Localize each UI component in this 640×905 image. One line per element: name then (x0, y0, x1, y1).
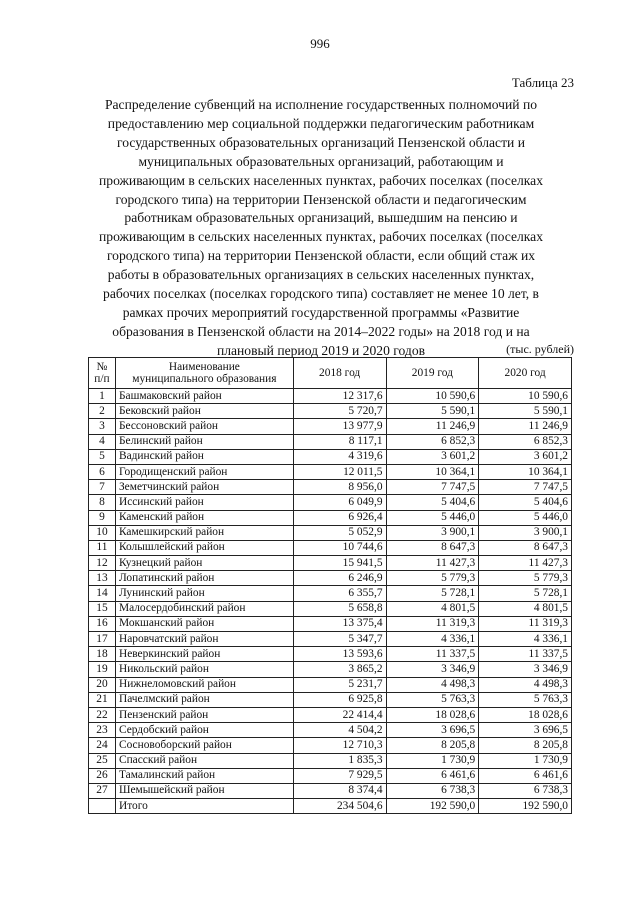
cell-2020: 7 747,5 (479, 480, 572, 495)
table-row (89, 723, 572, 738)
cell-2018: 22 414,4 (293, 707, 386, 722)
cell-num: 8 (89, 495, 116, 510)
cell-district-name: Неверкинский район (115, 647, 293, 662)
table-row (89, 480, 572, 495)
table-total-row (89, 799, 572, 814)
cell-2020: 192 590,0 (479, 799, 572, 814)
table-row (89, 571, 572, 586)
table-row (89, 389, 572, 404)
cell-district-name: Итого (115, 799, 293, 814)
table-row (89, 464, 572, 479)
cell-num: 19 (89, 662, 116, 677)
cell-district-name: Шемышейский район (115, 783, 293, 798)
cell-district-name: Мокшанский район (115, 616, 293, 631)
cell-district-name: Кузнецкий район (115, 556, 293, 571)
cell-2018: 5 052,9 (293, 525, 386, 540)
cell-2020: 5 446,0 (479, 510, 572, 525)
table-label: Таблица 23 (511, 75, 574, 90)
cell-2018: 1 835,3 (293, 753, 386, 768)
cell-2018: 5 720,7 (293, 404, 386, 419)
cell-district-name: Сосновоборский район (115, 738, 293, 753)
cell-num: 25 (89, 753, 116, 768)
table-row (89, 616, 572, 631)
table-row (89, 647, 572, 662)
title-line: городского типа) на территории Пензенской области, если общий стаж их (106, 248, 536, 264)
cell-2019: 5 446,0 (386, 510, 479, 525)
cell-num: 20 (89, 677, 116, 692)
header-2019: 2019 год (386, 358, 479, 389)
table-row (89, 692, 572, 707)
cell-2019: 8 205,8 (386, 738, 479, 753)
cell-2018: 12 317,6 (293, 389, 386, 404)
cell-2020: 5 763,3 (479, 692, 572, 707)
cell-num (89, 799, 116, 814)
cell-num: 2 (89, 404, 116, 419)
cell-district-name: Камешкирский район (115, 525, 293, 540)
cell-2020: 3 900,1 (479, 525, 572, 540)
cell-2020: 11 246,9 (479, 419, 572, 434)
cell-2020: 5 779,3 (479, 571, 572, 586)
cell-2019: 3 696,5 (386, 723, 479, 738)
cell-2020: 3 696,5 (479, 723, 572, 738)
cell-district-name: Вадинский район (115, 449, 293, 464)
cell-2020: 3 346,9 (479, 662, 572, 677)
cell-2019: 6 461,6 (386, 768, 479, 783)
cell-num: 16 (89, 616, 116, 631)
table-row (89, 586, 572, 601)
title-line: работы в образовательных организациях в сельских населенных пунктах, (107, 267, 535, 283)
cell-num: 26 (89, 768, 116, 783)
cell-2019: 10 364,1 (386, 464, 479, 479)
cell-2019: 10 590,6 (386, 389, 479, 404)
header-2020: 2020 год (479, 358, 572, 389)
cell-district-name: Сердобский район (115, 723, 293, 738)
cell-2018: 6 049,9 (293, 495, 386, 510)
cell-2018: 8 117,1 (293, 434, 386, 449)
cell-num: 13 (89, 571, 116, 586)
cell-num: 11 (89, 540, 116, 555)
cell-district-name: Городищенский район (115, 464, 293, 479)
cell-district-name: Башмаковский район (115, 389, 293, 404)
title-line: проживающим в сельских населенных пунктах, рабочих поселках (поселках (99, 229, 543, 245)
cell-2019: 11 427,3 (386, 556, 479, 571)
cell-2019: 192 590,0 (386, 799, 479, 814)
cell-2018: 6 246,9 (293, 571, 386, 586)
header-num: № п/п (89, 358, 116, 389)
cell-2018: 13 593,6 (293, 647, 386, 662)
cell-2018: 234 504,6 (293, 799, 386, 814)
cell-2018: 4 319,6 (293, 449, 386, 464)
cell-2018: 5 658,8 (293, 601, 386, 616)
cell-num: 12 (89, 556, 116, 571)
table-row (89, 540, 572, 555)
cell-district-name: Спасский район (115, 753, 293, 768)
cell-num: 1 (89, 389, 116, 404)
cell-2019: 5 763,3 (386, 692, 479, 707)
cell-2018: 8 956,0 (293, 480, 386, 495)
cell-district-name: Бековский район (115, 404, 293, 419)
table-row (89, 434, 572, 449)
title-line: городского типа) на территории Пензенской области и педагогическим (115, 191, 527, 207)
cell-district-name: Лопатинский район (115, 571, 293, 586)
cell-2018: 8 374,4 (293, 783, 386, 798)
cell-2018: 13 977,9 (293, 419, 386, 434)
cell-2019: 11 319,3 (386, 616, 479, 631)
cell-2020: 11 427,3 (479, 556, 572, 571)
cell-2020: 6 461,6 (479, 768, 572, 783)
table-row (89, 632, 572, 647)
cell-2018: 4 504,2 (293, 723, 386, 738)
table-row (89, 495, 572, 510)
table-row (89, 601, 572, 616)
table-row (89, 510, 572, 525)
cell-district-name: Колышлейский район (115, 540, 293, 555)
title-line: предоставлению мер социальной поддержки педагогическим работникам (107, 115, 535, 131)
cell-2020: 1 730,9 (479, 753, 572, 768)
cell-num: 23 (89, 723, 116, 738)
cell-2020: 5 404,6 (479, 495, 572, 510)
cell-district-name: Белинский район (115, 434, 293, 449)
cell-2018: 15 941,5 (293, 556, 386, 571)
table-row (89, 753, 572, 768)
cell-2020: 6 738,3 (479, 783, 572, 798)
cell-2020: 5 728,1 (479, 586, 572, 601)
cell-num: 4 (89, 434, 116, 449)
cell-district-name: Иссинский район (115, 495, 293, 510)
cell-num: 7 (89, 480, 116, 495)
cell-2019: 6 852,3 (386, 434, 479, 449)
cell-num: 22 (89, 707, 116, 722)
cell-2018: 6 925,8 (293, 692, 386, 707)
cell-num: 6 (89, 464, 116, 479)
cell-num: 24 (89, 738, 116, 753)
title-line: рабочих поселках (поселках городского типа) составляет не менее 10 лет, в (103, 286, 539, 302)
table-row (89, 677, 572, 692)
cell-2018: 7 929,5 (293, 768, 386, 783)
title-line: работникам образовательных организаций, вышедшим на пенсию и (124, 210, 518, 226)
cell-2020: 8 647,3 (479, 540, 572, 555)
cell-2018: 5 231,7 (293, 677, 386, 692)
cell-2020: 3 601,2 (479, 449, 572, 464)
cell-2018: 12 710,3 (293, 738, 386, 753)
title-line: муниципальных образовательных организаций, работающим и (138, 153, 504, 169)
cell-num: 21 (89, 692, 116, 707)
cell-district-name: Каменский район (115, 510, 293, 525)
cell-district-name: Пачелмский район (115, 692, 293, 707)
table-row (89, 449, 572, 464)
subventions-table (88, 357, 572, 814)
cell-district-name: Нижнеломовский район (115, 677, 293, 692)
cell-2020: 10 364,1 (479, 464, 572, 479)
cell-2019: 1 730,9 (386, 753, 479, 768)
table-row (89, 404, 572, 419)
title-line: рамках прочих мероприятий государственной программы «Развитие (122, 304, 520, 320)
cell-2019: 7 747,5 (386, 480, 479, 495)
cell-2019: 5 728,1 (386, 586, 479, 601)
cell-2018: 13 375,4 (293, 616, 386, 631)
table-row (89, 419, 572, 434)
cell-district-name: Бессоновский район (115, 419, 293, 434)
table-row (89, 783, 572, 798)
cell-2018: 6 926,4 (293, 510, 386, 525)
cell-num: 5 (89, 449, 116, 464)
title-line: проживающим в сельских населенных пунктах, рабочих поселках (поселках (99, 172, 543, 188)
cell-2018: 12 011,5 (293, 464, 386, 479)
cell-2019: 4 336,1 (386, 632, 479, 647)
cell-2020: 4 801,5 (479, 601, 572, 616)
cell-district-name: Тамалинский район (115, 768, 293, 783)
cell-num: 3 (89, 419, 116, 434)
cell-district-name: Лунинский район (115, 586, 293, 601)
cell-2020: 6 852,3 (479, 434, 572, 449)
cell-2019: 3 601,2 (386, 449, 479, 464)
cell-num: 10 (89, 525, 116, 540)
cell-num: 18 (89, 647, 116, 662)
table-row (89, 662, 572, 677)
cell-2018: 6 355,7 (293, 586, 386, 601)
cell-2019: 6 738,3 (386, 783, 479, 798)
cell-num: 14 (89, 586, 116, 601)
cell-district-name: Малосердобинский район (115, 601, 293, 616)
cell-num: 15 (89, 601, 116, 616)
title-line: государственных образовательных организаций Пензенской области и (117, 134, 525, 150)
cell-2018: 3 865,2 (293, 662, 386, 677)
title-line: Распределение субвенций на исполнение государственных полномочий по (104, 97, 538, 112)
cell-num: 9 (89, 510, 116, 525)
table-row (89, 768, 572, 783)
page-number: 996 (310, 36, 330, 51)
table-row (89, 707, 572, 722)
cell-2019: 11 246,9 (386, 419, 479, 434)
cell-num: 27 (89, 783, 116, 798)
cell-district-name: Наровчатский район (115, 632, 293, 647)
cell-num: 17 (89, 632, 116, 647)
cell-district-name: Земетчинский район (115, 480, 293, 495)
cell-district-name: Пензенский район (115, 707, 293, 722)
title-line: плановый период 2019 и 2020 годов (216, 342, 426, 358)
header-name: Наименование муниципального образования (115, 358, 293, 389)
cell-2019: 5 779,3 (386, 571, 479, 586)
cell-2020: 5 590,1 (479, 404, 572, 419)
cell-2019: 3 346,9 (386, 662, 479, 677)
cell-district-name: Никольский район (115, 662, 293, 677)
title-line: образования в Пензенской области на 2014–2022 годы» на 2018 год и на (112, 323, 530, 339)
cell-2019: 8 647,3 (386, 540, 479, 555)
document-title (80, 96, 562, 361)
units-note: (тыс. рублей) (506, 342, 574, 356)
cell-2020: 10 590,6 (479, 389, 572, 404)
cell-2020: 8 205,8 (479, 738, 572, 753)
cell-2020: 4 498,3 (479, 677, 572, 692)
cell-2020: 11 337,5 (479, 647, 572, 662)
cell-2020: 4 336,1 (479, 632, 572, 647)
cell-2020: 11 319,3 (479, 616, 572, 631)
header-2018: 2018 год (293, 358, 386, 389)
cell-2019: 11 337,5 (386, 647, 479, 662)
cell-2019: 3 900,1 (386, 525, 479, 540)
cell-2018: 5 347,7 (293, 632, 386, 647)
table-row (89, 738, 572, 753)
cell-2019: 5 404,6 (386, 495, 479, 510)
table-row (89, 525, 572, 540)
table-row (89, 556, 572, 571)
cell-2020: 18 028,6 (479, 707, 572, 722)
cell-2019: 4 498,3 (386, 677, 479, 692)
cell-2018: 10 744,6 (293, 540, 386, 555)
table-header-row (89, 358, 572, 389)
cell-2019: 5 590,1 (386, 404, 479, 419)
cell-2019: 18 028,6 (386, 707, 479, 722)
cell-2019: 4 801,5 (386, 601, 479, 616)
